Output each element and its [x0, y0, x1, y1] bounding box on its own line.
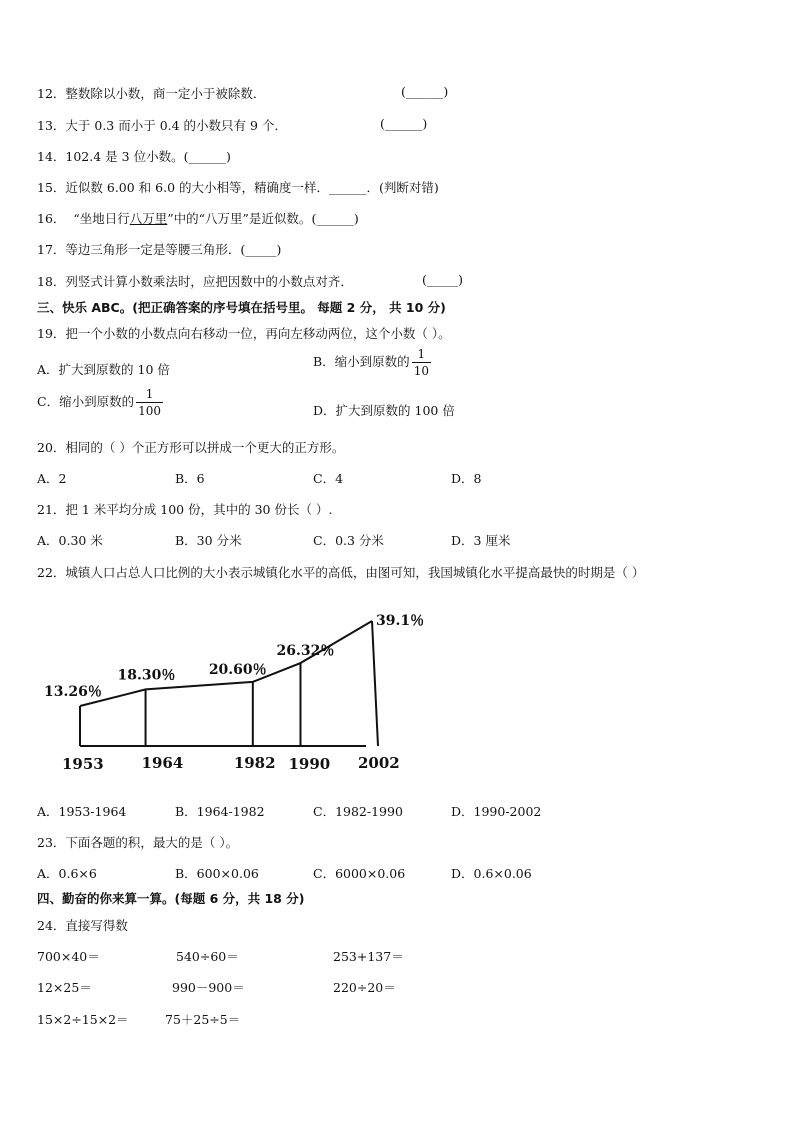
question-12 — [37, 84, 265, 102]
urbanization-chart — [30, 600, 450, 780]
calc-item: 540÷60＝ — [176, 949, 239, 964]
answer-blank[interactable]: (______) — [183, 149, 231, 164]
question-text: 等边三角形一定是等腰三角形． — [65, 242, 241, 257]
question-text: 列竖式计算小数乘法时，应把因数中的小数点对齐． — [65, 274, 353, 289]
option-b[interactable]: B．6 — [175, 471, 205, 486]
year-label: 1982 — [233, 754, 276, 772]
question-text-post: ”中的“八万里”是近似数。 — [167, 211, 312, 226]
option-c[interactable]: C．1982-1990 — [313, 804, 403, 819]
option-c[interactable]: C．6000×0.06 — [313, 866, 406, 881]
option-c[interactable]: C．0.3 分米 — [313, 533, 384, 548]
question-14 — [37, 147, 231, 165]
calc-item: 700×40＝ — [37, 949, 100, 964]
option-b-label: B．缩小到原数的 — [313, 354, 410, 369]
option-d[interactable]: D．扩大到原数的 100 倍 — [313, 403, 455, 418]
calc-item: 12×25＝ — [37, 980, 92, 995]
question-24-stem: 24．直接写得数 — [37, 918, 128, 933]
option-b[interactable] — [313, 348, 431, 377]
question-number: 15． — [37, 180, 66, 195]
question-number: 12． — [37, 86, 66, 101]
question-number: 18． — [37, 274, 66, 289]
question-text: 近似数 6.00 和 6.0 的大小相等，精确度一样．______．(判断对错) — [65, 180, 439, 195]
value-label: 13.26％ — [44, 684, 102, 700]
question-text: 整数除以小数，商一定小于被除数． — [65, 86, 266, 101]
question-23-stem: 23．下面各题的积，最大的是（ ）。 — [37, 835, 239, 850]
calc-item: 15×2÷15×2＝ — [37, 1012, 129, 1027]
question-16 — [37, 209, 359, 227]
question-21-stem: 21．把 1 米平均分成 100 份，其中的 30 份长（ ）. — [37, 502, 333, 517]
question-number: 13． — [37, 118, 66, 133]
option-b[interactable]: B．1964-1982 — [175, 804, 265, 819]
year-label: 1990 — [288, 755, 331, 773]
calc-item: 253+137＝ — [333, 949, 404, 964]
question-13 — [37, 116, 287, 134]
option-d[interactable]: D．0.6×0.06 — [451, 866, 532, 881]
option-a[interactable]: A．0.30 米 — [37, 533, 103, 548]
answer-blank[interactable]: (______) — [380, 116, 428, 131]
calc-item: 75＋25÷5＝ — [165, 1012, 241, 1027]
fraction-numerator: 1 — [145, 387, 154, 401]
fraction-numerator: 1 — [417, 347, 426, 361]
question-18 — [37, 272, 353, 290]
section-heading-3: 三、快乐 ABC。(把正确答案的序号填在括号里。 每题 2 分， 共 10 分) — [37, 300, 446, 315]
fraction-denominator: 10 — [413, 364, 429, 378]
option-c[interactable]: C．4 — [313, 471, 344, 486]
question-text: 大于 0.3 而小于 0.4 的小数只有 9 个． — [65, 118, 287, 133]
value-label: 26.32％ — [276, 643, 335, 660]
option-d[interactable]: D．1990-2002 — [451, 804, 542, 819]
option-a[interactable]: A．0.6×6 — [37, 866, 97, 881]
calc-item: 220÷20＝ — [333, 980, 396, 995]
question-number: 17． — [37, 242, 66, 257]
question-text: 102.4 是 3 位小数。 — [65, 149, 184, 164]
question-17 — [37, 240, 281, 258]
value-label: 20.60％ — [208, 661, 267, 678]
answer-blank[interactable]: (______) — [311, 211, 359, 226]
year-label: 2002 — [358, 754, 400, 772]
value-label: 39.1％ — [376, 613, 425, 629]
option-d[interactable]: D．3 厘米 — [451, 533, 511, 548]
fraction — [136, 388, 163, 417]
fraction-denominator: 100 — [138, 404, 161, 418]
option-a[interactable]: A．1953-1964 — [37, 804, 127, 819]
answer-blank[interactable]: (_____) — [422, 272, 464, 287]
fraction — [412, 348, 431, 377]
question-text-pre: “坐地日行 — [73, 211, 130, 226]
question-22-stem: 22．城镇人口占总人口比例的大小表示城镇化水平的高低，由图可知，我国城镇化水平提高最快的时期是（ ） — [37, 565, 645, 580]
option-d[interactable]: D．8 — [451, 471, 482, 486]
year-divider — [372, 621, 378, 746]
option-a[interactable]: A．扩大到原数的 10 倍 — [37, 362, 170, 377]
year-label: 1953 — [62, 755, 104, 773]
section-heading-4: 四、勤奋的你来算一算。(每题 6 分，共 18 分) — [37, 891, 305, 906]
question-19-stem: 19．把一个小数的小数点向右移动一位，再向左移动两位，这个小数（ ）。 — [37, 326, 451, 341]
question-15 — [37, 178, 439, 196]
answer-blank[interactable]: (______) — [401, 84, 449, 99]
value-label: 18.30％ — [117, 667, 176, 684]
year-label: 1964 — [141, 754, 184, 772]
calc-item: 990－900＝ — [172, 980, 245, 995]
option-b[interactable]: B．600×0.06 — [175, 866, 259, 881]
question-text-underlined: 八万里 — [129, 211, 168, 226]
option-b[interactable]: B．30 分米 — [175, 533, 242, 548]
option-c[interactable] — [37, 388, 163, 417]
question-20-stem: 20．相同的（ ）个正方形可以拼成一个更大的正方形。 — [37, 440, 345, 455]
question-number: 14． — [37, 149, 66, 164]
option-a[interactable]: A．2 — [37, 471, 67, 486]
option-c-label: C．缩小到原数的 — [37, 394, 135, 409]
answer-blank[interactable]: (_____) — [240, 242, 282, 257]
question-number: 16． — [37, 211, 66, 226]
